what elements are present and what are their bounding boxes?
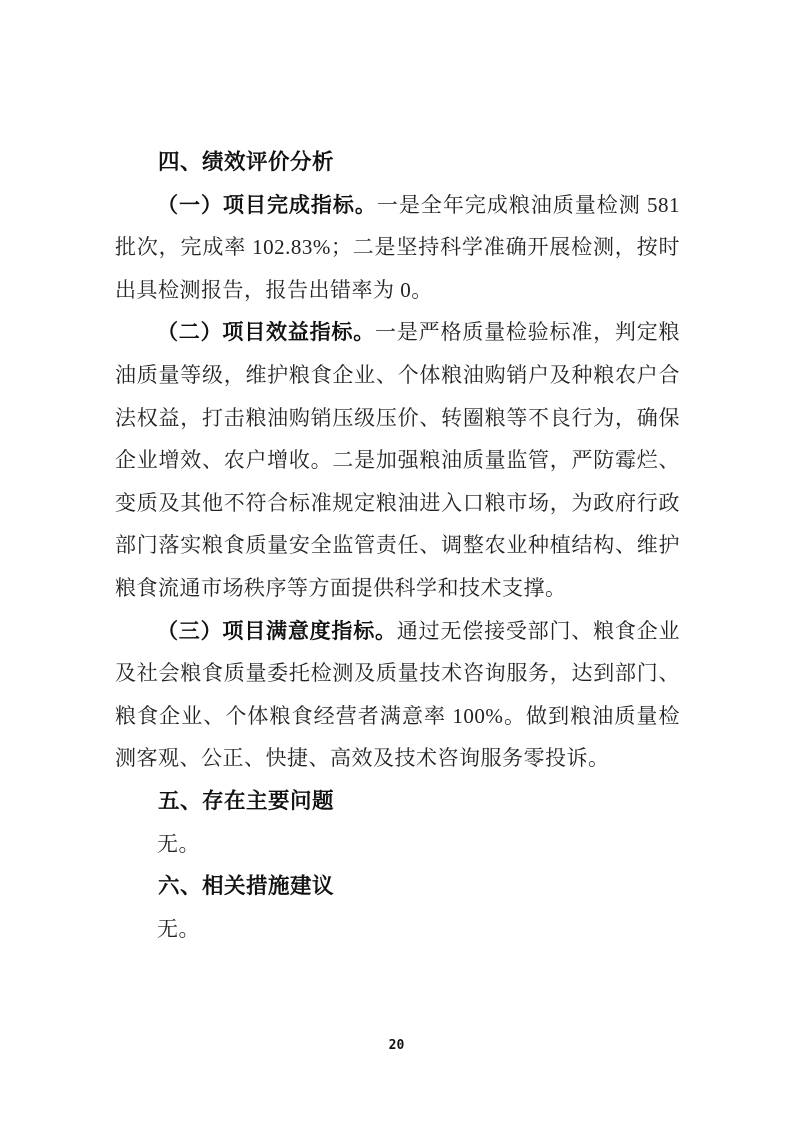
page-number: 20 — [388, 1038, 405, 1053]
section-heading-main-problems: 五、存在主要问题 — [158, 788, 335, 813]
paragraph-lead: （三）项目满意度指标。 — [157, 618, 397, 643]
paragraph-lead: （二）项目效益指标。 — [157, 320, 376, 345]
paragraph-body: 通过无偿接受部门、粮食企业及社会粮食质量委托检测及质量技术咨询服务，达到部门、粮食企业、个体粮食经营者满意率 100%。做到粮油质量检测客观、公正、快捷、高效及技术咨询服务零投诉。 — [115, 618, 681, 771]
page-footer — [0, 1036, 793, 1054]
paragraph-satisfaction-indicator — [115, 610, 680, 780]
paragraph-benefit-indicator — [115, 311, 680, 609]
section-heading-performance-analysis: 四、绩效评价分析 — [158, 150, 335, 174]
document-content — [115, 141, 680, 950]
section-heading-suggestions: 六、相关措施建议 — [158, 874, 335, 899]
section-body-main-problems: 无。 — [157, 831, 200, 856]
paragraph-lead: （一）项目完成指标。 — [157, 192, 377, 217]
paragraph-body: 一是全年完成粮油质量检测 581 批次，完成率 102.83%；二是坚持科学准确开展检测，按时出具检测报告，报告出错率为 0。 — [115, 192, 680, 302]
paragraph-body: 一是严格质量检验标准，判定粮油质量等级，维护粮食企业、个体粮油购销户及种粮农户合法权益，打击粮油购销压级压价、转圈粮等不良行为，确保企业增效、农户增收。二是加强粮油质量监管，严防霉烂、变质及其他不符合标准规定粮油进入口粮市场，为政府行政部门落实粮食质量安全监管责任、调整农业种植结构、维护粮食流通市场秩序等方面提供科学和技术支撑。 — [115, 320, 681, 600]
paragraph-completion-indicator — [115, 184, 680, 312]
section-body-suggestions: 无。 — [157, 916, 200, 941]
